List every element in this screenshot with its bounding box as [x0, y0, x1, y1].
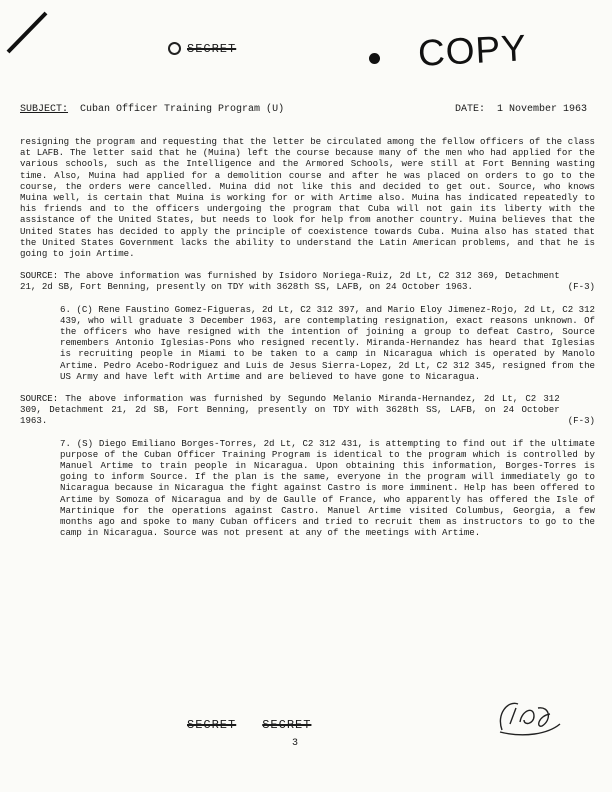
source-note — [20, 270, 595, 292]
subject — [20, 104, 284, 115]
copy-stamp: COPY — [416, 27, 528, 74]
paragraph: 6. (C) Rene Faustino Gomez-Figueras, 2d Lt, C2 312 397, and Mario Eloy Jimenez-Rojo, 2d Lt, C2 312 439, who will graduate 3 December 1963, are contemplating resignation, exact reasons unknown. Of the officers who have resigned with the intention of joining a group to defeat Castro, Source remembers Antonio Iglesias-Pons who resigned recently. Miranda-Hernandez has heard that Iglesias is recruiting people in Miami to be taken to a camp in Nicaragua which is operated by Manolo Artime. Pedro Acebo-Rodriguez and Luis de Jesus Sierra-Lopez, 2d Lt, C2 312 345, resigned from the US Army and have left with Artime and are believed to have gone to Nicaragua. — [60, 303, 595, 382]
source-note — [20, 393, 595, 427]
document-body — [20, 136, 595, 550]
subject-text: Cuban Officer Training Program (U) — [80, 104, 285, 115]
footer-classification — [187, 718, 337, 732]
source-text: SOURCE: The above information was furnished by Isidoro Noriega-Ruiz, 2d Lt, C2 312 369, Detachment 21, 2d SB, Fort Benning, presently on TDY with 3628th SS, LAFB, on 24 October 1963. — [20, 270, 560, 293]
subject-label: SUBJECT: — [20, 104, 69, 115]
paragraph: 7. (S) Diego Emiliano Borges-Torres, 2d Lt, C2 312 431, is attempting to find out if the ultimate purpose of the Cuban Officer Training Program is identical to the program which is controlled by Manuel Artime to train people in Nicaragua. Upon obtaining this information, Borges-Torres is going to inform Source. If the plan is the same, everyone in the program will immediately go to Nicaragua because in Nicaragua the fight against Castro is more imminent. Help has been offered to Artime by Somoza of Nicaragua and by de Gaulle of France, who apparently has offered the Isle of Martinique for the operations against Castro. Manuel Artime visited Columbus, Georgia, a few months ago and spoke to many Cuban officers and tried to recruit them as instructors to go to the camp in Nicaragua. Source was not present at any of the meetings with Artime. — [60, 437, 595, 539]
source-rating: (F-3) — [567, 281, 595, 293]
classification-mark: SECRET — [262, 718, 312, 732]
date — [455, 104, 595, 115]
subject-line — [20, 104, 595, 115]
source-rating: (F-3) — [567, 415, 595, 427]
page-number: 3 — [292, 738, 299, 749]
source-text: SOURCE: The above information was furnished by Segundo Melanio Miranda-Hernandez, 2d Lt, C2 312 309, Detachment 21, 2d SB, Fort Benning, presently on TDY with 3628th SS, LAFB, on 24 October 1963. — [20, 393, 560, 427]
classification-mark: SECRET — [187, 718, 237, 732]
header-classification: SECRET — [168, 42, 236, 56]
date-value: 1 November 1963 — [496, 104, 587, 115]
handwritten-note-icon — [494, 694, 564, 739]
dot-mark-icon — [369, 53, 380, 64]
circle-mark-icon — [168, 42, 181, 55]
paragraph: resigning the program and requesting that the letter be circulated among the fellow officers of the class at LAFB. The letter said that he (Muina) left the course because many of the men who had applied for the various schools, such as the Intelligence and the Armored Schools, were still at Fort Benning wasting time. Also, Muina had applied for a demolition course and after he was placed on orders to go to the course, the orders were cancelled. Muina did not like this and decided to get out. Source, who knows Muina well, is certain that Muina is working for or with Artime also. Muina has indicated repeatedly to his friends and to the officers undergoing the program that Cuba will not gain its liberty with the assistance of the United States, but needs to look for help from another country. Muina believes that the United States has decided to apply the principle of coexistence towards Cuba. Muina also has stated that the United States Government lacks the ability to understand the Latin American problems, and that he is going to join Artime. — [20, 136, 595, 260]
date-label: DATE: — [454, 104, 485, 115]
scan-mark-slash — [6, 10, 66, 55]
